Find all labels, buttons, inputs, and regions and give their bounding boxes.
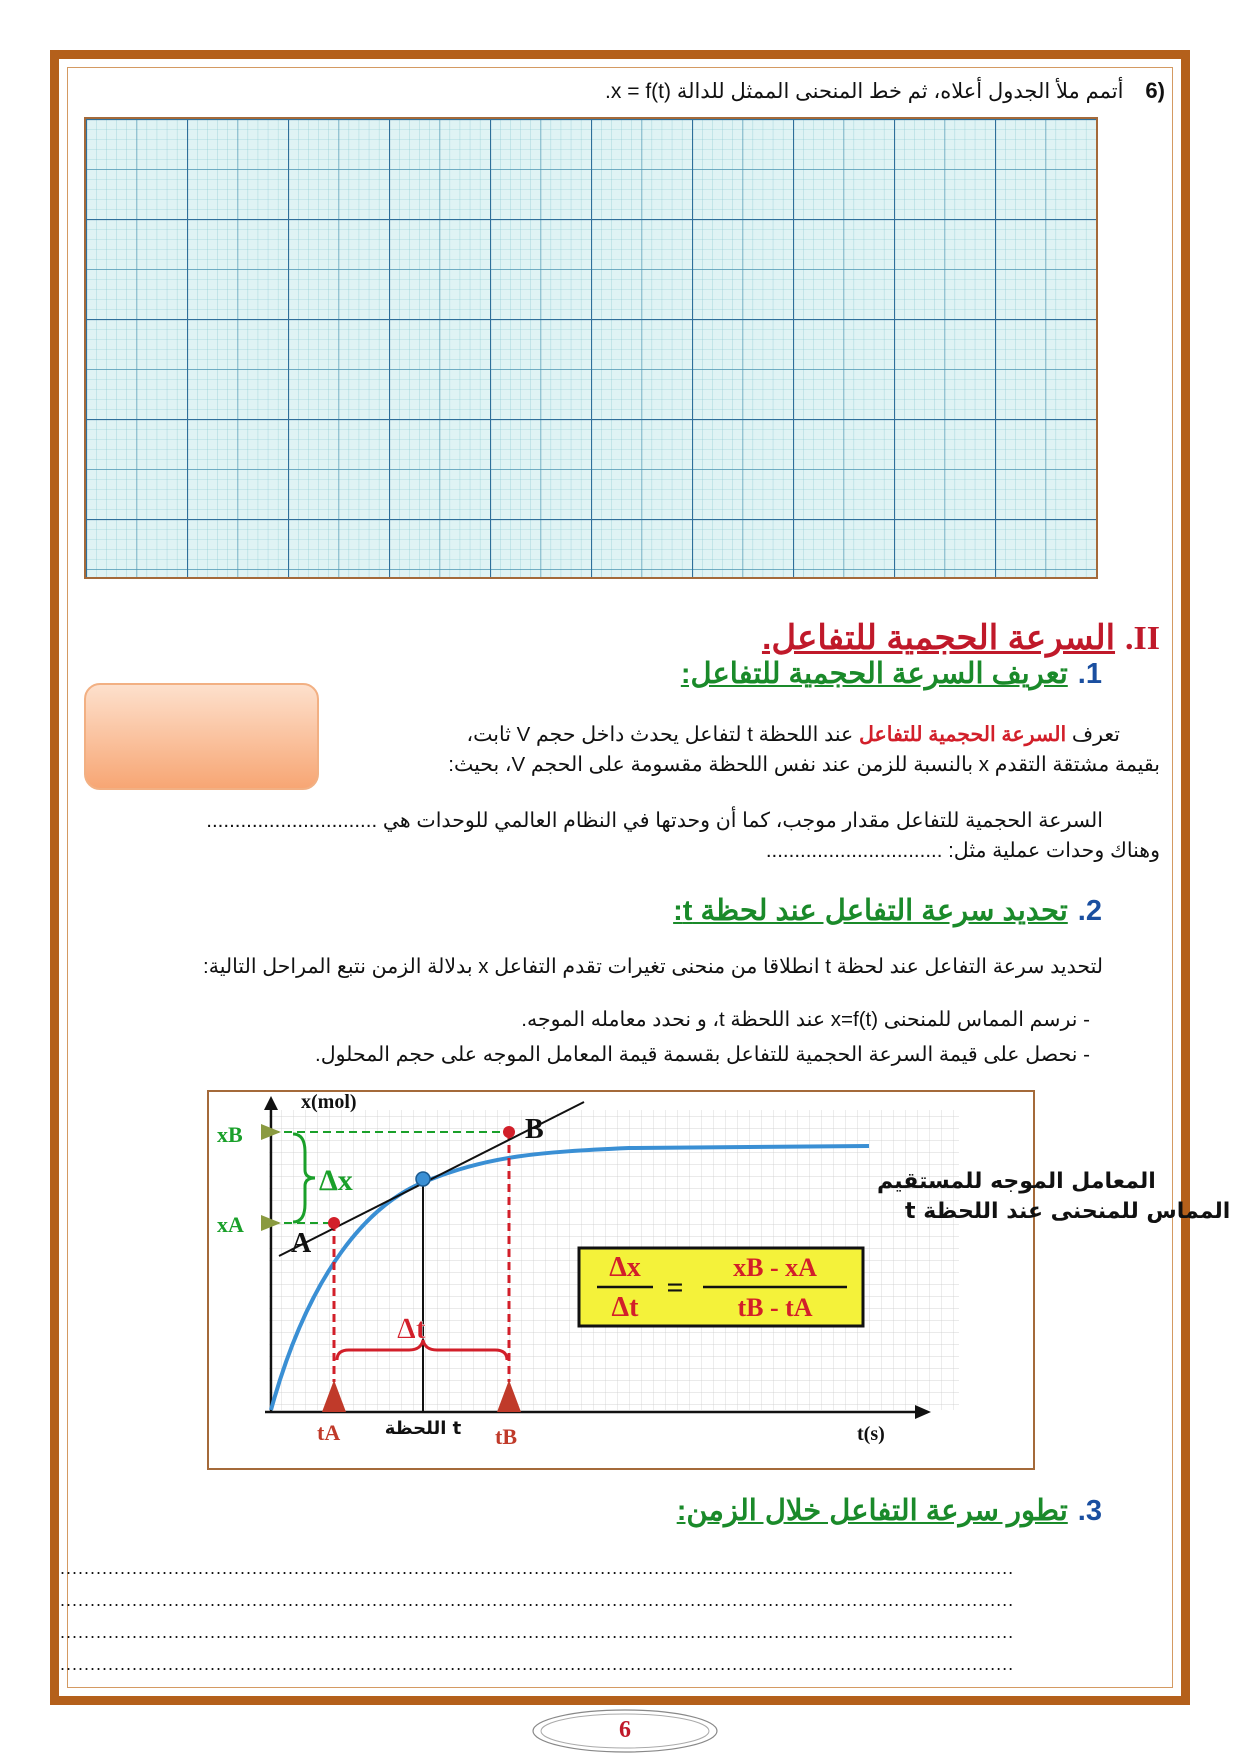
dx-label: Δx [319,1164,353,1197]
subsection-2-number: 2. [1077,895,1102,927]
section-title-text: السرعة الحجمية للتفاعل. [761,619,1116,657]
definition-highlight: السرعة الحجمية للتفاعل [858,723,1067,746]
question-text: أتمم ملأ الجدول أعلاه، ثم خط المنحنى الممثل للدالة x = f(t). [605,80,1124,103]
units-line1: السرعة الحجمية للتفاعل مقدار موجب، كما أن وحدتها في النظام العالمي للوحدات هي .............................. [206,809,1103,832]
graph-paper [84,117,1098,579]
subsection-1-title [681,656,1102,691]
dt-label: Δt [397,1312,426,1345]
section-title [762,618,1160,658]
xA-label: xA [217,1212,244,1237]
method-intro: لتحديد سرعة التفاعل عند لحظة t انطلاقا من منحنى تغيرات تقدم التفاعل x بدلالة الزمن نتبع المراحل التالية: [203,955,1103,978]
subsection-2-text: تحديد سرعة التفاعل عند لحظة t: [673,895,1068,927]
xB-label: xB [217,1122,243,1147]
point-A [328,1217,340,1229]
section-number: II. [1125,620,1160,657]
caption-line-1: المعامل الموجه للمستقيم [877,1169,1156,1194]
answer-line-2: ............................................................................................................................................................... [60,1590,1015,1610]
formula-equals: = [666,1271,684,1304]
caption-line-2: المماس للمنحنى عند اللحظة t [905,1199,1231,1224]
definition-line2: بقيمة مشتقة التقدم x بالنسبة للزمن عند نفس اللحظة مقسومة على الحجم V، بحيث: [448,753,1160,776]
tB-label: tB [495,1424,517,1449]
definition-post: عند اللحظة t لتفاعل يحدث داخل حجم V ثابت، [466,723,859,746]
answer-line-1: ............................................................................................................................................................... [60,1558,1015,1578]
x-axis-label: t(s) [857,1423,885,1445]
question-number: (6 [1145,78,1165,103]
y-axis-label: x(mol) [301,1091,357,1113]
formula-lhs-den: Δt [611,1292,639,1323]
tangent-figure [207,1090,1231,1470]
point-B [503,1126,515,1138]
method-step-2: - نحصل على قيمة السرعة الحجمية للتفاعل بقسمة قيمة المعامل الموجه على حجم المحلول. [315,1043,1090,1066]
page-number: 6 [619,1717,631,1743]
tangent-point [416,1172,430,1186]
definition-pre: تعرف [1066,723,1120,746]
formula-lhs-num: Δx [609,1252,641,1283]
subsection-3-number: 3. [1077,1495,1102,1527]
method-step-1: - نرسم المماس للمنحنى x=f(t) عند اللحظة t، و نحدد معامله الموجه. [521,1008,1090,1031]
page-number-badge [530,1708,720,1754]
answer-line-4: ............................................................................................................................................................... [60,1654,1015,1674]
units-line2: وهناك وحدات عملية مثل: ............................... [765,839,1160,862]
tA-label: tA [317,1420,341,1445]
formula-rhs-den: tB - tA [737,1293,813,1322]
answer-line-3: ............................................................................................................................................................... [60,1622,1015,1642]
subsection-3-title [677,1493,1102,1528]
subsection-1-text: تعريف السرعة الحجمية للتفاعل: [680,658,1068,690]
definition-paragraph [60,720,1160,780]
subsection-3-text: تطور سرعة التفاعل خلال الزمن: [676,1495,1068,1527]
label-A: A [291,1228,312,1259]
question-6 [605,78,1165,104]
formula-rhs-num: xB - xA [733,1253,817,1282]
subsection-2-title [673,893,1102,928]
units-paragraph [40,806,1160,866]
label-B: B [525,1114,544,1145]
y-axis-arrow [264,1096,278,1110]
t-moment-label: t اللحظة [384,1418,462,1439]
subsection-1-number: 1. [1077,658,1102,690]
